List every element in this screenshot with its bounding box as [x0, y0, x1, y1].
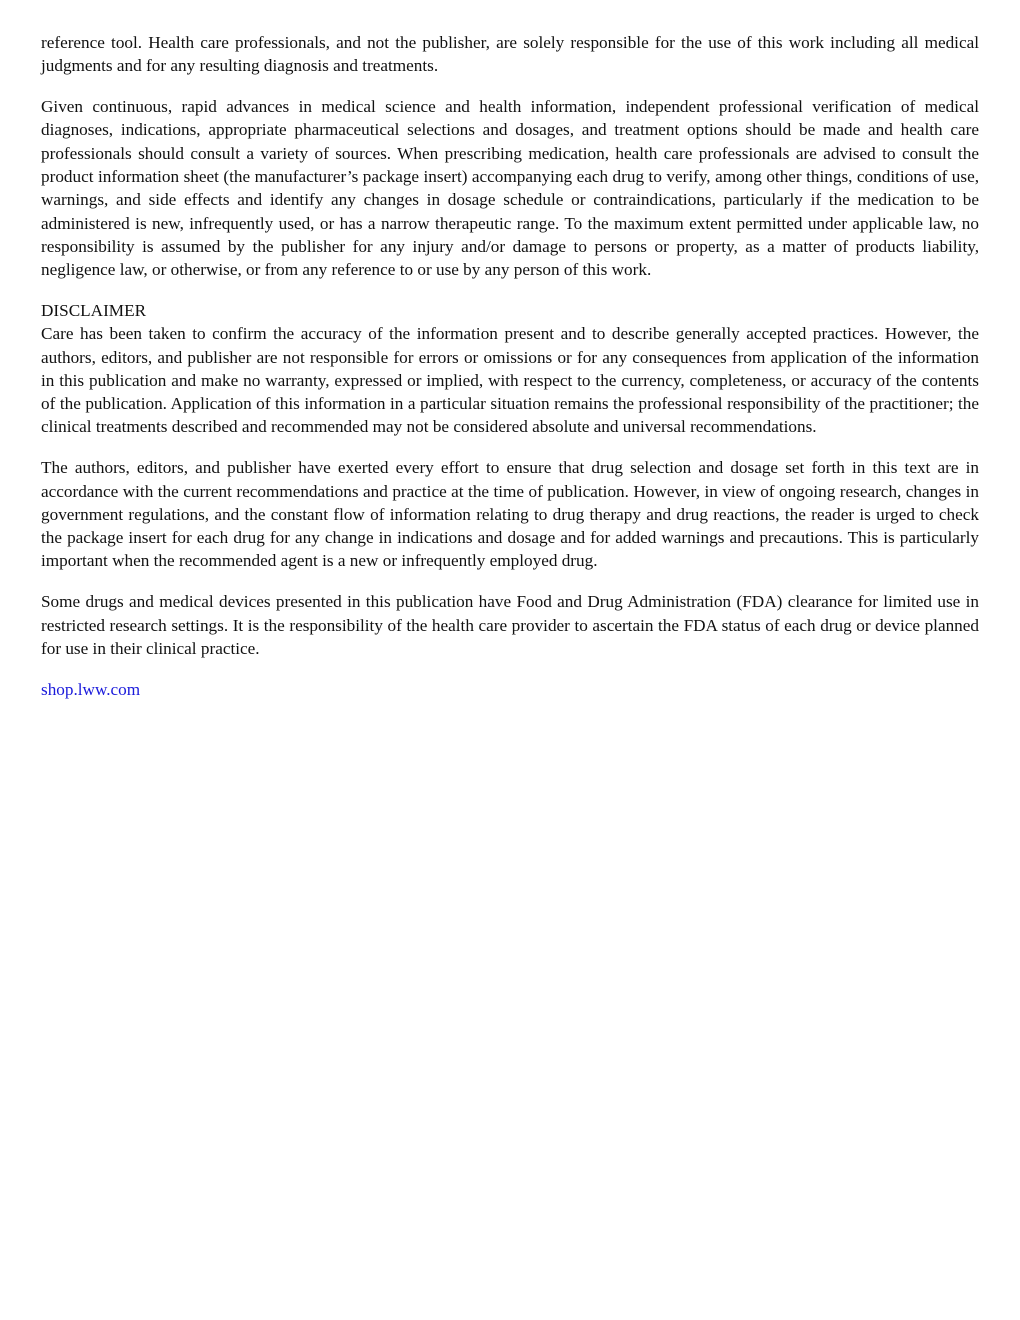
- disclaimer-paragraph-accuracy: Care has been taken to confirm the accuracy of the information present and to describe generally accepted practices. However, the authors, editors, and publisher are not responsible for errors or omissions or for any consequences from application of the information in this publication and make no warranty, expressed or implied, with respect to the currency, completeness, or accuracy of the contents of the publication. Application of this information in a particular situation remains the professional responsibility of the practitioner; the clinical treatments described and recommended may not be considered absolute and universal recommendations.: [41, 324, 979, 437]
- paragraph-responsibility: reference tool. Health care professionals, and not the publisher, are solely responsible for the use of this work including all medical judgments and for any resulting diagnosis and treatments.: [41, 33, 979, 76]
- disclaimer-section: [41, 299, 979, 660]
- disclaimer-paragraph-dosage: The authors, editors, and publisher have exerted every effort to ensure that drug selection and dosage set forth in this text are in accordance with the current recommendations and practice at the time of publication. However, in view of ongoing research, changes in government regulations, and the constant flow of information relating to drug therapy and drug reactions, the reader is urged to check the package insert for each drug for any change in indications and dosage and for added warnings and precautions. This is particularly important when the recommended agent is a new or infrequently employed drug.: [41, 458, 979, 571]
- disclaimer-heading: DISCLAIMER: [41, 300, 147, 320]
- paragraph-verification: Given continuous, rapid advances in medical science and health information, independent professional verification of medical diagnoses, indications, appropriate pharmaceutical selections and dosages, and treatment options should be made and health care professionals should consult a variety of sources. When prescribing medication, health care professionals are advised to consult the product information sheet (the manufacturer’s package insert) accompanying each drug to verify, among other things, conditions of use, warnings, and side effects and identify any changes in dosage schedule or contraindications, particularly if the medication to be administered is new, infrequently used, or has a narrow therapeutic range. To the maximum extent permitted under applicable law, no responsibility is assumed by the publisher for any injury and/or damage to persons or property, as a matter of products liability, negligence law, or otherwise, or from any reference to or use by any person of this work.: [41, 97, 979, 280]
- document-page: [41, 31, 979, 718]
- disclaimer-paragraph-fda: Some drugs and medical devices presented in this publication have Food and Drug Administration (FDA) clearance for limited use in restricted research settings. It is the responsibility of the health care provider to ascertain the FDA status of each drug or device planned for use in their clinical practice.: [41, 592, 979, 658]
- website-link-row: [41, 678, 979, 701]
- website-link[interactable]: shop.lww.com: [41, 679, 141, 699]
